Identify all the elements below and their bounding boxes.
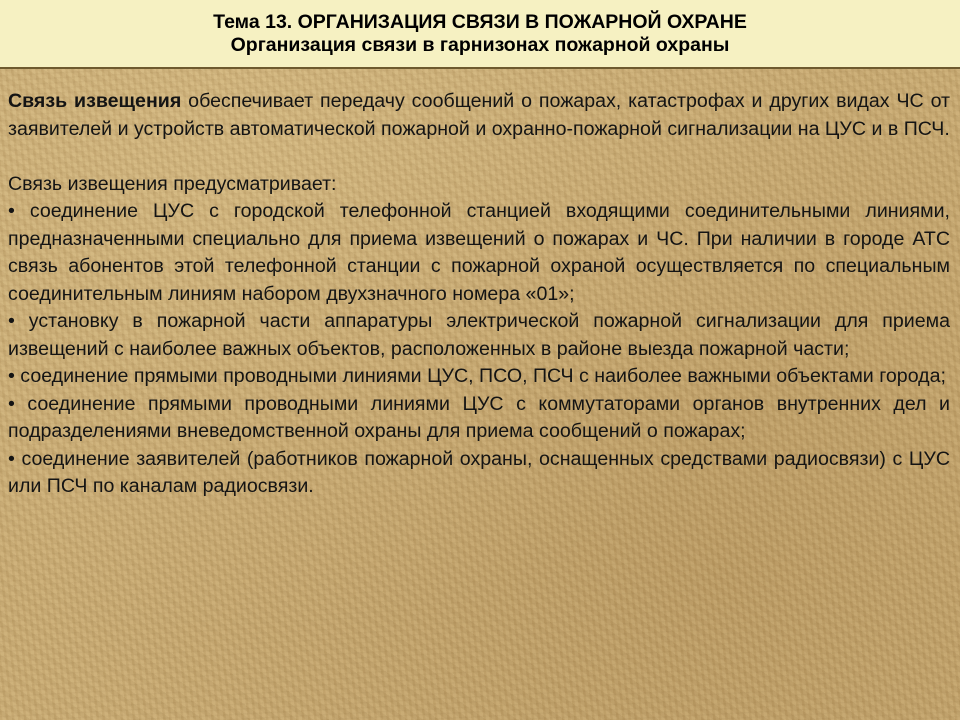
list-heading: Связь извещения предусматривает: [8,172,337,195]
list-item: • соединение прямыми проводными линиями ЦУС с коммутаторами органов внутренних дел и подразделениями вневедомственной охраны для приема сообщений о пожарах; [8,392,950,442]
slide-body [8,88,950,501]
intro-text: обеспечивает передачу сообщений о пожарах, катастрофах и других видах ЧС от заявителей и устройств автоматической пожарной и охранно-пожарной сигнализации на ЦУС и в ПСЧ. [8,90,951,140]
list-item: • соединение ЦУС с городской телефонной станцией входящими соединительными линиями, предназначенными специально для приема извещений о пожарах и ЧС. При наличии в городе АТС связь абонентов этой телефонной станции с пожарной охраной осуществляется по специальным соединительным линиям набором двухзначного номера «01»; [8,200,950,305]
list-item: • соединение прямыми проводными линиями ЦУС, ПСО, ПСЧ с наиболее важными объектами города; [8,365,946,387]
intro-term: Связь извещения [8,90,182,112]
list-item: • соединение заявителей (работников пожарной охраны, оснащенных средствами радиосвязи) с ЦУС или ПСЧ по каналам радиосвязи. [8,447,950,497]
slide-subtitle: Организация связи в гарнизонах пожарной охраны [230,34,730,56]
slide-title-box [0,0,960,69]
list-item: • установку в пожарной части аппаратуры электрической пожарной сигнализации для приема извещений с наиболее важных объектов, расположенных в районе выезда пожарной части; [8,310,950,360]
intro-paragraph [8,88,950,143]
bullet-list [8,198,950,501]
slide-title: Тема 13. ОРГАНИЗАЦИЯ СВЯЗИ В ПОЖАРНОЙ ОХРАНЕ [213,11,747,33]
